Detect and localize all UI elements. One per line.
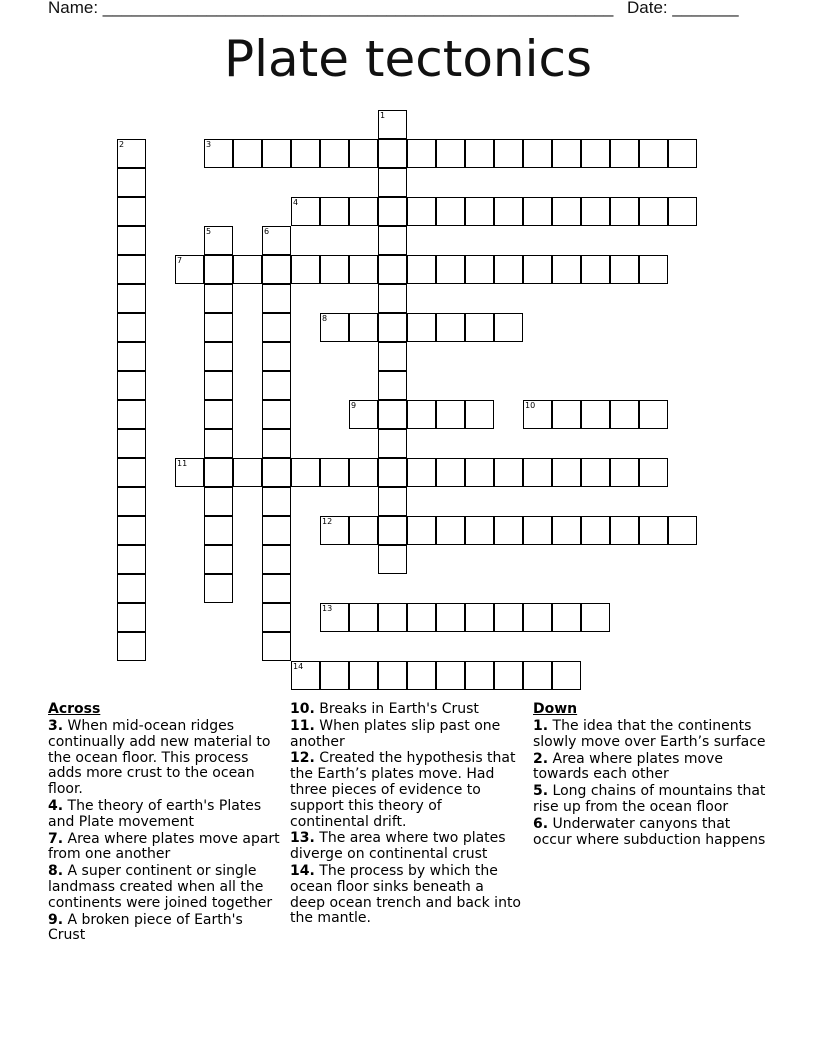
grid-cell[interactable] (639, 139, 668, 168)
grid-cell[interactable] (349, 197, 378, 226)
cell-number: 5 (206, 227, 212, 236)
grid-cell[interactable] (117, 313, 146, 342)
cell-number: 13 (322, 604, 333, 613)
clue-across-14: 14. The process by which the ocean floor sinks beneath a deep ocean trench and back into the mantle. (290, 862, 521, 927)
grid-cell[interactable] (291, 661, 320, 690)
grid-cell[interactable] (610, 516, 639, 545)
grid-cell[interactable] (378, 429, 407, 458)
grid-cell[interactable] (262, 429, 291, 458)
grid-cell[interactable] (291, 458, 320, 487)
grid-cell[interactable] (378, 400, 407, 429)
grid-cell[interactable] (262, 458, 291, 487)
across-clues-column-1 (48, 700, 280, 945)
grid-cell[interactable] (117, 226, 146, 255)
grid-cell[interactable] (494, 661, 523, 690)
grid-cell[interactable] (204, 400, 233, 429)
grid-cell[interactable] (639, 400, 668, 429)
grid-cell[interactable] (378, 603, 407, 632)
grid-cell[interactable] (407, 661, 436, 690)
grid-cell[interactable] (639, 255, 668, 284)
grid-cell[interactable] (465, 139, 494, 168)
grid-cell[interactable] (117, 342, 146, 371)
grid-cell[interactable] (320, 313, 349, 342)
grid-cell[interactable] (175, 255, 204, 284)
grid-cell[interactable] (436, 139, 465, 168)
grid-cell[interactable] (349, 255, 378, 284)
grid-cell[interactable] (117, 487, 146, 516)
grid-cell[interactable] (378, 139, 407, 168)
grid-cell[interactable] (552, 516, 581, 545)
clue-down-2: 2. Area where plates move towards each other (533, 750, 723, 783)
grid-cell[interactable] (204, 545, 233, 574)
grid-cell[interactable] (378, 197, 407, 226)
grid-cell[interactable] (378, 371, 407, 400)
grid-cell[interactable] (117, 371, 146, 400)
grid-cell[interactable] (204, 313, 233, 342)
grid-cell[interactable] (610, 139, 639, 168)
down-heading: Down (533, 701, 578, 717)
grid-cell[interactable] (407, 603, 436, 632)
grid-cell[interactable] (494, 139, 523, 168)
grid-cell[interactable] (639, 516, 668, 545)
grid-cell[interactable] (436, 661, 465, 690)
date-field-label: Date: _______ (627, 0, 739, 17)
grid-cell[interactable] (523, 661, 552, 690)
grid-cell[interactable] (262, 603, 291, 632)
clue-down-1: 1. The idea that the continents slowly move over Earth’s surface (533, 718, 766, 750)
grid-cell[interactable] (494, 516, 523, 545)
grid-cell[interactable] (378, 313, 407, 342)
grid-cell[interactable] (117, 429, 146, 458)
grid-cell[interactable] (320, 255, 349, 284)
grid-cell[interactable] (581, 400, 610, 429)
cell-number: 2 (119, 140, 125, 149)
grid-cell[interactable] (117, 603, 146, 632)
grid-cell[interactable] (320, 139, 349, 168)
clue-across-3: 3. When mid-ocean ridges continually add new material to the ocean floor. This process adds more crust to the ocean floor. (48, 718, 271, 798)
grid-cell[interactable] (204, 284, 233, 313)
grid-cell[interactable] (262, 545, 291, 574)
clue-down-5: 5. Long chains of mountains that rise up from the ocean floor (533, 783, 766, 815)
cell-number: 6 (264, 227, 270, 236)
page-title: Plate tectonics (223, 30, 593, 88)
grid-cell[interactable] (639, 197, 668, 226)
clue-across-4: 4. The theory of earth's Plates and Plate movement (48, 797, 262, 830)
grid-cell[interactable] (204, 342, 233, 371)
grid-cell[interactable] (494, 197, 523, 226)
grid-cell[interactable] (494, 255, 523, 284)
grid-cell[interactable] (436, 603, 465, 632)
grid-cell[interactable] (552, 400, 581, 429)
clue-across-11: 11. When plates slip past one another (290, 717, 501, 750)
down-clues-column (533, 700, 773, 849)
grid-cell[interactable] (291, 255, 320, 284)
grid-cell[interactable] (117, 255, 146, 284)
grid-cell[interactable] (668, 197, 697, 226)
grid-cell[interactable] (523, 400, 552, 429)
grid-cell[interactable] (581, 458, 610, 487)
grid-cell[interactable] (610, 255, 639, 284)
cell-number: 8 (322, 314, 328, 323)
grid-cell[interactable] (523, 458, 552, 487)
grid-cell[interactable] (639, 458, 668, 487)
grid-cell[interactable] (262, 371, 291, 400)
clue-across-7: 7. Area where plates move apart from one another (48, 830, 280, 863)
grid-cell[interactable] (494, 458, 523, 487)
grid-cell[interactable] (465, 313, 494, 342)
grid-cell[interactable] (233, 255, 262, 284)
grid-cell[interactable] (378, 545, 407, 574)
grid-cell[interactable] (117, 197, 146, 226)
grid-cell[interactable] (378, 226, 407, 255)
grid-cell[interactable] (291, 139, 320, 168)
grid-cell[interactable] (436, 255, 465, 284)
clue-across-8: 8. A super continent or single landmass created when all the continents were joined together (48, 863, 273, 911)
grid-cell[interactable] (378, 284, 407, 313)
cell-number: 7 (177, 256, 183, 265)
grid-cell[interactable] (117, 458, 146, 487)
clue-down-6: 6. Underwater canyons that occur where subduction happens (533, 815, 766, 848)
grid-cell[interactable] (465, 661, 494, 690)
grid-cell[interactable] (204, 487, 233, 516)
grid-cell[interactable] (552, 603, 581, 632)
grid-cell[interactable] (117, 400, 146, 429)
grid-cell[interactable] (610, 197, 639, 226)
grid-cell[interactable] (407, 313, 436, 342)
grid-cell[interactable] (552, 255, 581, 284)
grid-cell[interactable] (581, 197, 610, 226)
cell-number: 14 (293, 662, 304, 671)
grid-cell[interactable] (204, 429, 233, 458)
grid-cell[interactable] (262, 632, 291, 661)
grid-cell[interactable] (262, 226, 291, 255)
grid-cell[interactable] (262, 255, 291, 284)
grid-cell[interactable] (523, 516, 552, 545)
grid-cell[interactable] (204, 458, 233, 487)
grid-cell[interactable] (465, 400, 494, 429)
cell-number: 9 (351, 401, 357, 410)
cell-number: 1 (380, 111, 386, 120)
grid-cell[interactable] (262, 574, 291, 603)
grid-cell[interactable] (610, 400, 639, 429)
grid-cell[interactable] (349, 139, 378, 168)
grid-cell[interactable] (262, 516, 291, 545)
grid-cell[interactable] (407, 516, 436, 545)
grid-cell[interactable] (378, 168, 407, 197)
grid-cell[interactable] (407, 400, 436, 429)
grid-cell[interactable] (552, 139, 581, 168)
grid-cell[interactable] (523, 139, 552, 168)
grid-cell[interactable] (349, 661, 378, 690)
grid-cell[interactable] (117, 545, 146, 574)
grid-cell[interactable] (262, 139, 291, 168)
grid-cell[interactable] (262, 400, 291, 429)
grid-cell[interactable] (436, 400, 465, 429)
grid-cell[interactable] (436, 313, 465, 342)
grid-cell[interactable] (494, 603, 523, 632)
grid-cell[interactable] (552, 661, 581, 690)
grid-cell[interactable] (204, 255, 233, 284)
clue-across-10: 10. Breaks in Earth's Crust (290, 701, 479, 717)
grid-cell[interactable] (117, 632, 146, 661)
grid-cell[interactable] (117, 516, 146, 545)
grid-cell[interactable] (204, 139, 233, 168)
grid-cell[interactable] (117, 284, 146, 313)
grid-cell[interactable] (204, 574, 233, 603)
grid-cell[interactable] (262, 487, 291, 516)
cell-number: 10 (525, 401, 536, 410)
grid-cell[interactable] (291, 197, 320, 226)
grid-cell[interactable] (349, 313, 378, 342)
grid-cell[interactable] (465, 458, 494, 487)
grid-cell[interactable] (204, 371, 233, 400)
grid-cell[interactable] (407, 139, 436, 168)
grid-cell[interactable] (320, 661, 349, 690)
grid-cell[interactable] (378, 458, 407, 487)
clue-across-9: 9. A broken piece of Earth's Crust (48, 911, 243, 944)
across-clues-column-2 (290, 702, 522, 928)
grid-cell[interactable] (581, 516, 610, 545)
grid-cell[interactable] (378, 255, 407, 284)
grid-cell[interactable] (523, 197, 552, 226)
grid-cell[interactable] (117, 574, 146, 603)
grid-cell[interactable] (320, 603, 349, 632)
grid-cell[interactable] (349, 603, 378, 632)
grid-cell[interactable] (407, 458, 436, 487)
grid-cell[interactable] (581, 603, 610, 632)
grid-cell[interactable] (378, 487, 407, 516)
cell-number: 12 (322, 517, 333, 526)
grid-cell[interactable] (378, 661, 407, 690)
grid-cell[interactable] (552, 197, 581, 226)
cell-number: 11 (177, 459, 188, 468)
grid-cell[interactable] (262, 342, 291, 371)
grid-cell[interactable] (262, 284, 291, 313)
grid-cell[interactable] (668, 516, 697, 545)
grid-cell[interactable] (581, 255, 610, 284)
grid-cell[interactable] (668, 139, 697, 168)
grid-cell[interactable] (407, 255, 436, 284)
grid-cell[interactable] (320, 458, 349, 487)
grid-cell[interactable] (117, 168, 146, 197)
grid-cell[interactable] (378, 110, 407, 139)
grid-cell[interactable] (204, 516, 233, 545)
grid-cell[interactable] (320, 197, 349, 226)
grid-cell[interactable] (349, 458, 378, 487)
grid-cell[interactable] (436, 458, 465, 487)
cell-number: 3 (206, 140, 212, 149)
grid-cell[interactable] (349, 516, 378, 545)
grid-cell[interactable] (262, 313, 291, 342)
cell-number: 4 (293, 198, 299, 207)
grid-cell[interactable] (465, 516, 494, 545)
grid-cell[interactable] (233, 139, 262, 168)
grid-cell[interactable] (610, 458, 639, 487)
clue-across-13: 13. The area where two plates diverge on continental crust (290, 830, 506, 863)
grid-cell[interactable] (117, 139, 146, 168)
grid-cell[interactable] (523, 603, 552, 632)
grid-cell[interactable] (233, 458, 262, 487)
grid-cell[interactable] (378, 516, 407, 545)
grid-cell[interactable] (552, 458, 581, 487)
grid-cell[interactable] (465, 603, 494, 632)
grid-cell[interactable] (465, 197, 494, 226)
grid-cell[interactable] (465, 255, 494, 284)
grid-cell[interactable] (407, 197, 436, 226)
grid-cell[interactable] (436, 516, 465, 545)
grid-cell[interactable] (349, 400, 378, 429)
grid-cell[interactable] (378, 342, 407, 371)
across-heading: Across (48, 701, 101, 717)
grid-cell[interactable] (204, 226, 233, 255)
grid-cell[interactable] (494, 313, 523, 342)
clue-across-12: 12. Created the hypothesis that the Earth’s plates move. Had three pieces of evidence to support this theory of continental drift. (290, 750, 516, 830)
grid-cell[interactable] (436, 197, 465, 226)
name-field-label: Name: ______________________________________________________ (48, 0, 614, 17)
grid-cell[interactable] (175, 458, 204, 487)
grid-cell[interactable] (320, 516, 349, 545)
grid-cell[interactable] (523, 255, 552, 284)
grid-cell[interactable] (581, 139, 610, 168)
